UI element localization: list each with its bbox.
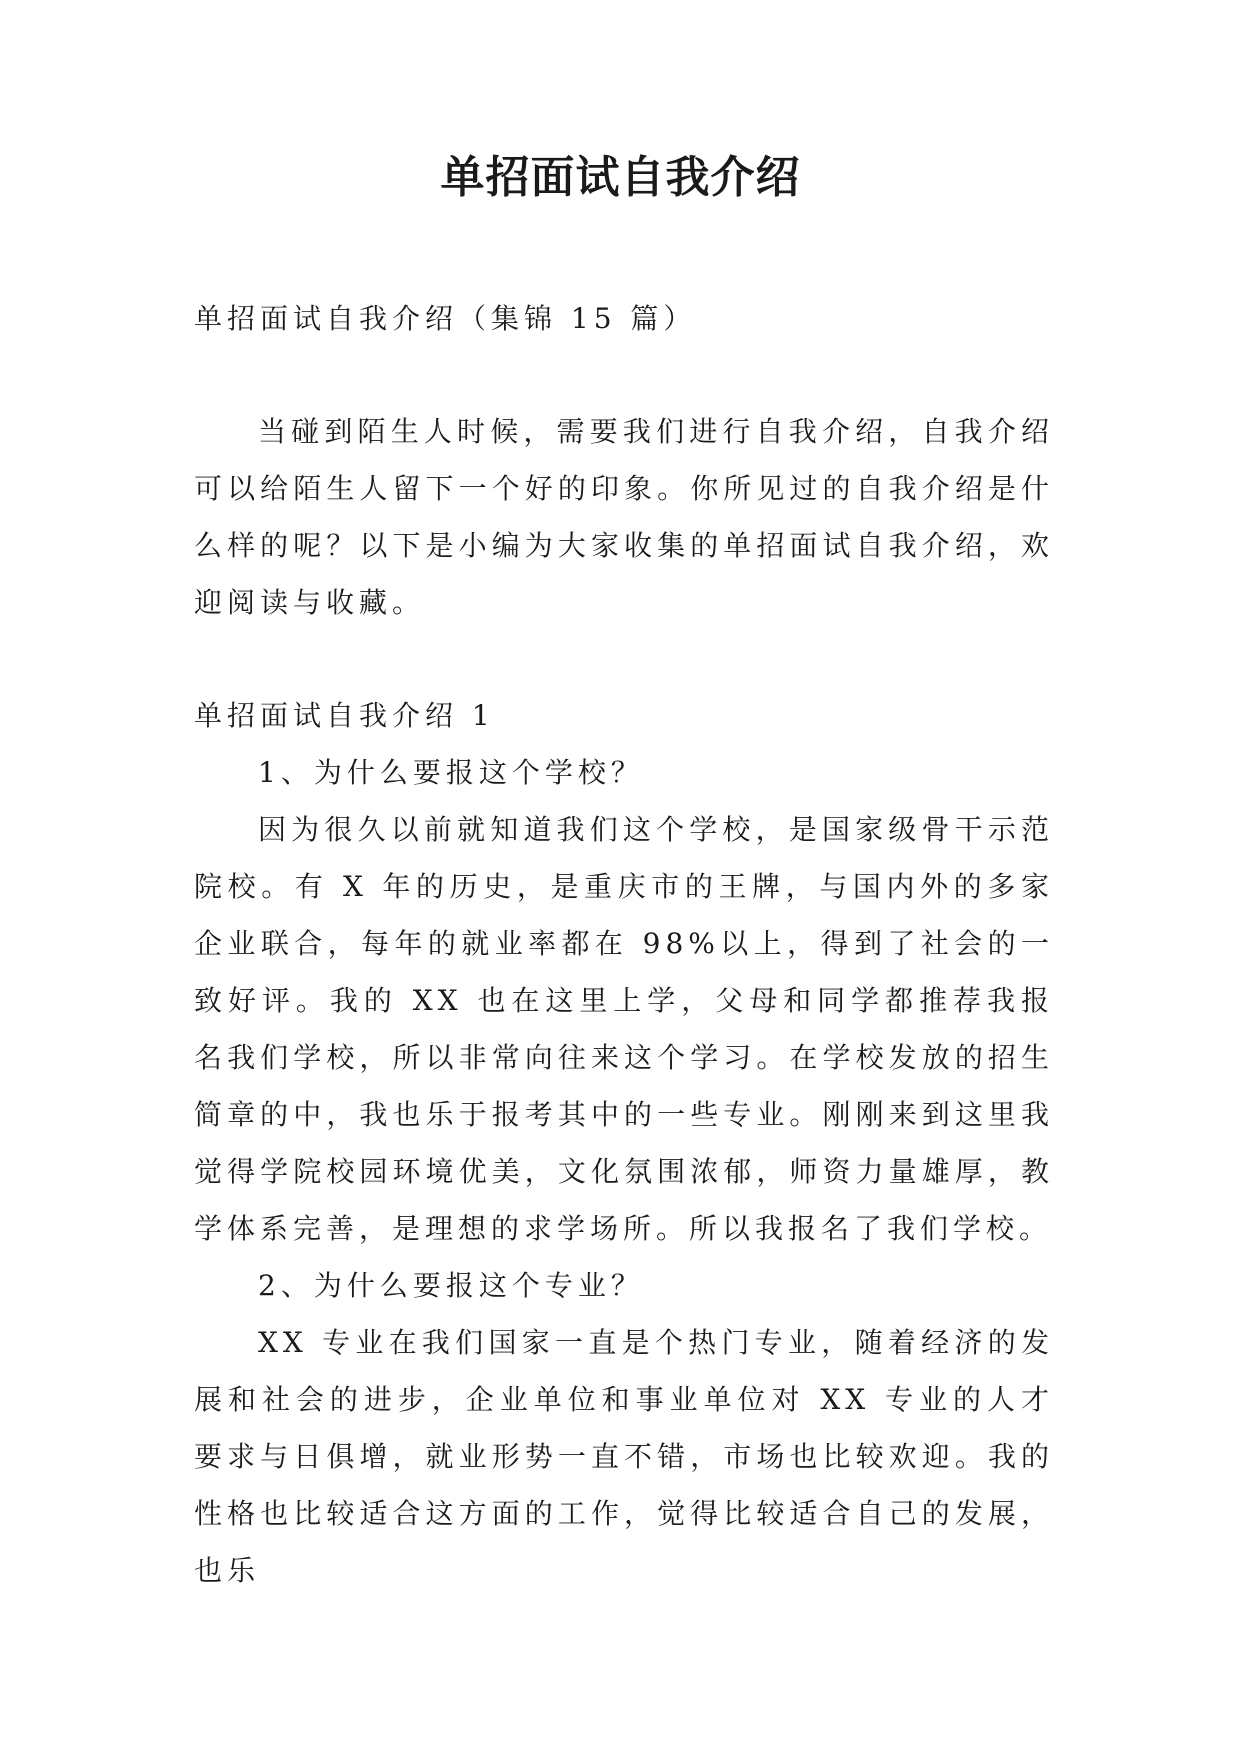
question-1: 1、为什么要报这个学校？ bbox=[258, 756, 644, 789]
document-subtitle: 单招面试自我介绍（集锦 15 篇） bbox=[194, 302, 697, 335]
document-body bbox=[194, 290, 1054, 1599]
question-2: 2、为什么要报这个专业？ bbox=[258, 1269, 644, 1302]
intro-paragraph: 当碰到陌生人时候，需要我们进行自我介绍，自我介绍可以给陌生人留下一个好的印象。你所见过的自我介绍是什么样的呢？以下是小编为大家收集的单招面试自我介绍，欢迎阅读与收藏。 bbox=[194, 415, 1054, 619]
spacer bbox=[194, 631, 1054, 687]
answer-1-paragraph: 因为很久以前就知道我们这个学校，是国家级骨干示范院校。有 X 年的历史，是重庆市的王牌，与国内外的多家企业联合，每年的就业率都在 98%以上，得到了社会的一致好评。我的 XX 也在这里上学，父母和同学都推荐我报名我们学校，所以非常向往来这个学习。在学校发放的招生简章的中，我也乐于报考其中的一些专业。刚刚来到这里我觉得学院校园环境优美，文化氛围浓郁，师资力量雄厚，教学体系完善，是理想的求学场所。所以我报名了我们学校。 bbox=[194, 813, 1054, 1245]
spacer bbox=[194, 347, 1054, 403]
answer-2-paragraph: XX 专业在我们国家一直是个热门专业，随着经济的发展和社会的进步，企业单位和事业单位对 XX 专业的人才要求与日俱增，就业形势一直不错，市场也比较欢迎。我的性格也比较适合这方面的工作，觉得比较适合自己的发展，也乐 bbox=[194, 1326, 1054, 1587]
section-heading: 单招面试自我介绍 1 bbox=[194, 699, 495, 732]
document-title: 单招面试自我介绍 bbox=[440, 152, 801, 203]
